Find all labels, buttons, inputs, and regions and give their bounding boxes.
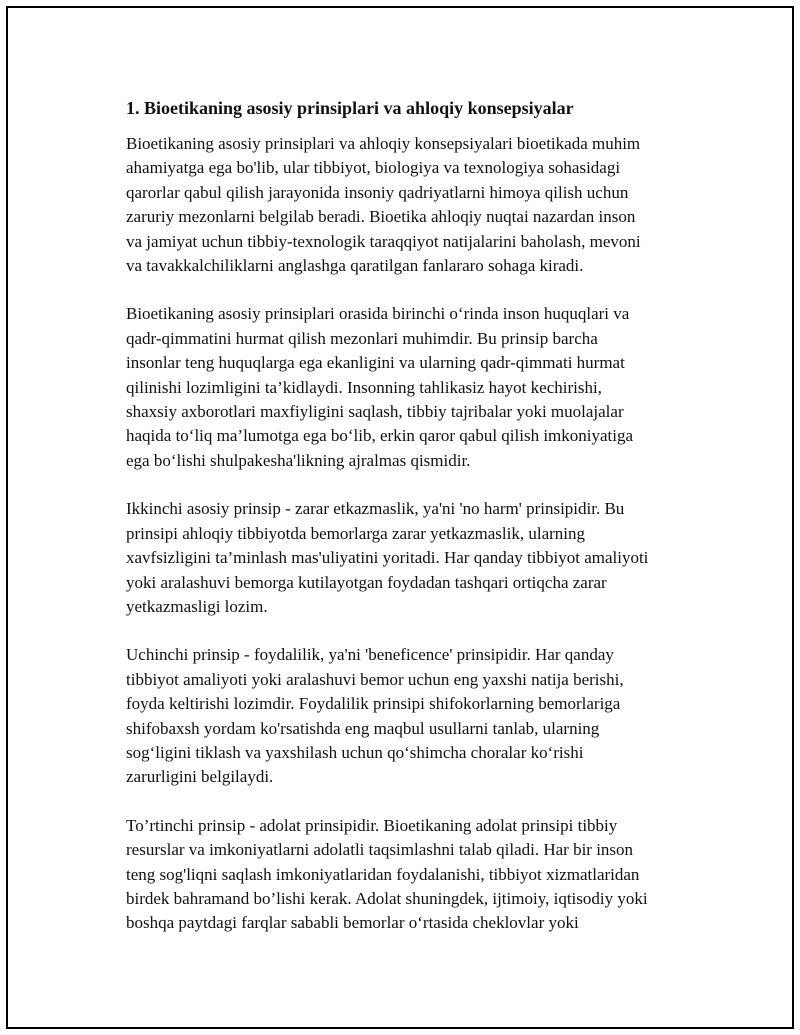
paragraph-second-principle: Ikkinchi asosiy prinsip - zarar etkazmaslik, ya'ni 'no harm' prinsipidir. Bu prinsipi ahloqiy tibbiyotda bemorlarga zarar yetkazmaslik, ularning xavfsizligini ta’minlash mas'uliyatini yoritadi. Har qanday tibbiyot amaliyoti yoki aralashuvi bemorga kutilayotgan foydadan tashqari ortiqcha zarar yetkazmasligi lozim. bbox=[126, 499, 649, 616]
paragraph-first-principle: Bioetikaning asosiy prinsiplari orasida birinchi o‘rinda inson huquqlari va qadr-qimmatini hurmat qilish mezonlari muhimdir. Bu prinsip barcha insonlar teng huquqlarga ega ekanligini va ularning qadr-qimmati hurmat qilinishi lozimligini ta’kidlaydi. Insonning tahlikasiz hayot kechirishi, shaxsiy axborotlari maxfiyligini saqlash, tibbiy tajribalar yoki muolajalar haqida to‘liq ma’lumotga ega bo‘lib, erkin qaror qabul qilish imkoniyatiga ega bo‘lishi shulpakesha'likning ajralmas qismidir. bbox=[126, 304, 634, 470]
paragraph-fourth-principle: To’rtinchi prinsip - adolat prinsipidir. Bioetikaning adolat prinsipi tibbiy resurslar va imkoniyatlarni adolatli taqsimlashni talab qiladi. Har bir inson teng sog'liqni saqlash imkoniyatlaridan foydalanishi, tibbiyot xizmatlaridan birdek bahramand bo’lishi kerak. Adolat shuningdek, ijtimoiy, iqtisodiy yoki boshqa paytdagi farqlar sababli bemorlar o‘rtasida cheklovlar yoki bbox=[126, 815, 648, 933]
page-frame bbox=[6, 6, 794, 1029]
paragraph-introduction: Bioetikaning asosiy prinsiplari va ahloqiy konsepsiyalari bioetikada muhim ahamiyatga ega bo'lib, ular tibbiyot, biologiya va texnologiya sohasidagi qarorlar qabul qilish jarayonida insoniy qadriyatlarni himoya qilish uchun zaruriy mezonlarni belgilab beradi. Bioetika ahloqiy nuqtai nazardan inson va jamiyat uchun tibbiy-texnologik taraqqiyot natijalarini baholash, mevoni va tavakkalchiliklarni anglashga qaratilgan fanlararo sohaga kiradi. bbox=[126, 134, 641, 276]
document-body bbox=[118, 96, 693, 960]
paragraph-third-principle: Uchinchi prinsip - foydalilik, ya'ni 'beneficence' prinsipidir. Har qanday tibbiyot amaliyoti yoki aralashuvi bemor uchun eng yaxshi natija berishi, foyda keltirishi lozimdir. Foydalilik prinsipi shifokorlarning bemorlariga shifobaxsh yordam ko'rsatishda eng maqbul usullarni tanlab, ularning sog‘ligini tiklash va yaxshilash uchun qo‘shimcha choralar ko‘rishi zarurligini belgilaydi. bbox=[126, 645, 624, 787]
section-heading: 1. Bioetikaning asosiy prinsiplari va ahloqiy konsepsiyalar bbox=[126, 98, 574, 118]
